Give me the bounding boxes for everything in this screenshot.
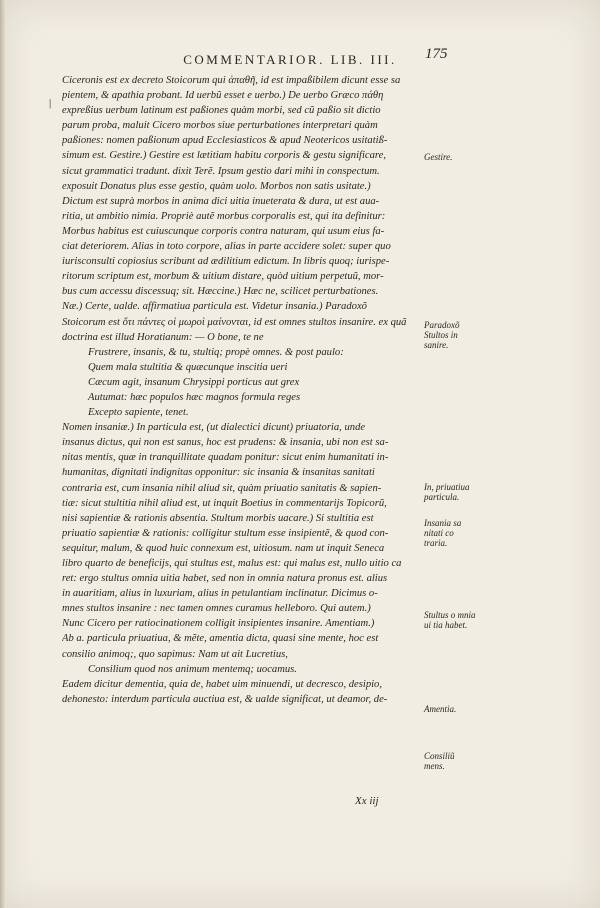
margin-tick: | <box>49 97 52 109</box>
running-title: COMMENTARIOR. LIB. III. <box>183 52 397 67</box>
text-line: Dictum est suprà morbos in anima dici uitia inueterata & dura, ut est aua- <box>62 195 380 207</box>
main-text-block <box>62 73 417 707</box>
signature-mark: Xx iij <box>355 795 379 807</box>
binding-gutter <box>0 0 6 908</box>
verse-line: Cæcum agit, insanum Chrysippi porticus aut grex <box>88 376 300 388</box>
text-line: simum est. Gestire.) Gestire est lætitiam habitu corporis & gestu significare, <box>62 150 386 162</box>
margin-note-paradoxon: Paradoxõ Stultos in sanire. <box>424 320 460 350</box>
verse-line: Autumat: hæc populos hæc magnos formula reges <box>88 391 301 403</box>
margin-note-insania: Insania sa nitati co traria. <box>424 518 462 548</box>
text-line: nitas mentis, quæ in tranquillitate quadam ponitur: sicut enim humanitati in- <box>62 452 389 464</box>
text-line: bus cum accessu discessuq; sit. Hæccine.) Hæc ne, scilicet perturbationes. <box>62 286 379 298</box>
margin-note-amentia: Amentia. <box>424 704 457 714</box>
text-line: Ciceronis est ex decreto Stoicorum qui ἀπαθῆ, id est impaßibilem dicunt esse sa <box>62 75 401 86</box>
text-line: paßiones: nomen paßionum apud Ecclesiasticos & apud Neotericos usitatiß- <box>62 135 388 147</box>
text-line: Eadem dicitur dementia, quia de, habet uim minuendi, ut decresco, desipio, <box>62 678 383 690</box>
margin-note-stultus: Stultus o mnia ui tia habet. <box>424 610 476 630</box>
margin-note-in-priuatiua: In, priuatiua particula. <box>424 482 470 502</box>
text-line: parum proba, maluit Cicero morbos siue perturbationes interpretari quàm <box>62 120 378 132</box>
text-line: ciat deteriorem. Alias in toto corpore, alias in parte accidere solet: super quo <box>62 241 391 253</box>
text-line: mnes stultos insanire : nec tamen omnes curamus helleboro. Qui autem.) <box>62 603 371 615</box>
text-line: in auaritiam, alius in luxuriam, alius in petulantiam inclinatur. Dicimus o- <box>62 588 378 600</box>
text-line: Nomen insaniæ.) In particula est, (ut dialectici dicunt) priuatoria, unde <box>62 422 366 434</box>
text-line: doctrina est illud Horatianum: — O bone, te ne <box>62 331 264 343</box>
text-line: dehonesto: interdum particula auctiua est, & ualde significat, ut deamor, de- <box>62 693 388 705</box>
text-line: Nunc Cicero per ratiocinationem colligit insipientes insanire. Amentiam.) <box>62 618 375 630</box>
text-line: Næ.) Certe, ualde. affirmatiua particula est. Videtur insania.) Paradoxõ <box>62 301 367 313</box>
verse-line: Consilium quod nos animum mentemq; uocamus. <box>88 663 297 675</box>
margin-note-gestire: Gestire. <box>424 152 453 162</box>
verse-line: Excepto sapiente, tenet. <box>88 407 189 419</box>
text-line: priuatio sapientiæ & rationis: colligitur stultum esse insipientẽ, & quod con- <box>62 527 389 539</box>
text-line: ritia, ut ambitio nimia. Propriè autẽ morbus corporalis est, qui ita definitur: <box>62 210 386 222</box>
text-line: insanus dictus, qui non est sanus, hoc est prudens: & insania, ubi non est sa- <box>62 437 389 449</box>
text-line: nisi sapientiæ & rationis absentia. Stultum morbis uacare.) Si stultitia est <box>62 512 374 524</box>
text-line: tiæ: sicut stultitia nihil aliud est, ut inquit Boetius in commentarijs Topicorũ, <box>62 497 387 509</box>
page-number: 175 <box>425 46 448 62</box>
text-line: Morbus habitus est cuiuscunque corporis contra naturam, qui usum eius fa- <box>62 225 385 237</box>
text-line: iurisconsulti copiosius scribunt ad ædilitium edictum. In libris quoq; iurispe- <box>62 256 390 268</box>
text-line: Ab a. particula priuatiua, & mẽte, amentia dicta, quasi sine mente, hoc est <box>62 633 379 645</box>
text-line: ret: ergo stultus omnia uitia habet, sed non in omnia natura pronus est. alius <box>62 573 388 585</box>
text-line: contraria est, cum insania nihil aliud sit, quàm priuatio sanitatis & sapien- <box>62 482 382 494</box>
text-line: sicut grammatici tradunt. dixit Terẽ. Ipsum gestio dari mihi in conspectum. <box>62 165 380 177</box>
verse-line: Quem mala stultitia & quæcunque inscitia ueri <box>88 361 288 373</box>
text-line: sequitur, malum, & quod huic connexum est, uitiosum. nam ut inquit Seneca <box>62 542 385 554</box>
verse-line: Frustrere, insanis, & tu, stultiq; propè omnes. & post paulo: <box>88 346 344 358</box>
text-line: libro quarto de beneficijs, qui stultus est, malus est: qui malus est, nullo uitio ca <box>62 558 402 569</box>
text-line: humanitas, dignitati indignitas opponitur: sic insania & insanitas sanitati <box>62 467 375 479</box>
text-line: Stoicorum est ὅτι πάντες οἱ μωροὶ μαίνονται, id est omnes stultos insanire. ex quã <box>62 316 407 328</box>
text-line: ritorum scriptum est, morbum & uitium distare, quòd uitium perpetuũ, mor- <box>62 271 384 283</box>
text-line: expreßius uerbum latinum est paßiones quàm morbi, sed cũ paßio sit dictio <box>62 105 381 117</box>
text-line: pientem, & apathia probant. Id uerbũ esset e uerbo.) De uerbo Græco πάθη <box>62 90 384 102</box>
text-line: consilio animoq;, quo sapimus: Nam ut ait Lucretius, <box>62 648 288 660</box>
margin-note-consilium: Consiliũ mens. <box>424 751 455 771</box>
text-line: exposuit Donatus plus esse gestio, quàm uolo. Morbos non satis usitate.) <box>62 180 371 192</box>
